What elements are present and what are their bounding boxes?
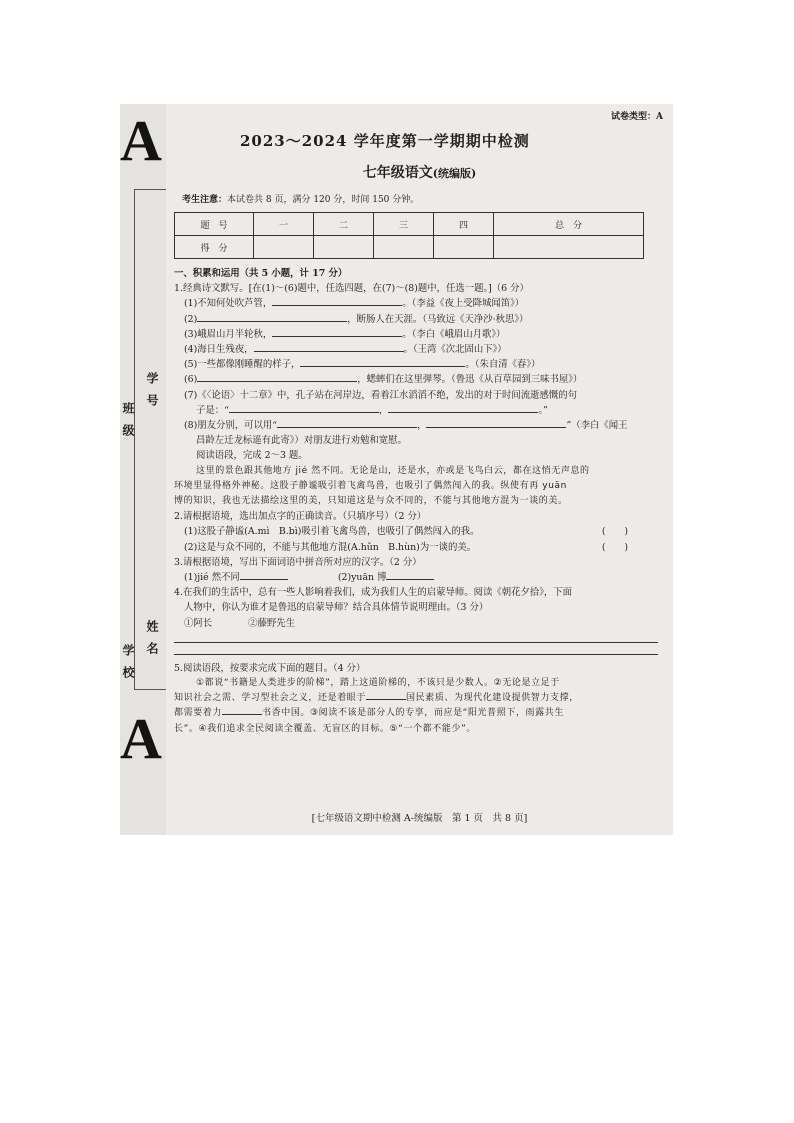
- score-table-header-row: [175, 213, 644, 236]
- subject-name: 七年级语文: [362, 165, 433, 181]
- question-2-item-2: [174, 540, 652, 555]
- question-3-stem: 3.请根据语境，写出下面词语中拼音所对应的汉字。（2 分）: [174, 556, 422, 568]
- edition-label: (统编版): [432, 167, 477, 180]
- class-label: 班级: [121, 402, 135, 446]
- item-text: (4)海日生残夜，: [184, 344, 254, 356]
- paper-type-mark-top: A: [120, 108, 162, 173]
- answer-blank[interactable]: [240, 579, 288, 580]
- exam-title: 2023～2024 学年度第一学期期中检测: [240, 132, 530, 150]
- item-text: ，: [417, 420, 427, 432]
- option-text: ①阿长: [184, 617, 213, 629]
- score-input-cell[interactable]: [434, 236, 494, 259]
- question-1-item-7-answer: [174, 403, 652, 418]
- question-4-options: [174, 616, 652, 631]
- score-table-cell: 一: [254, 213, 314, 236]
- answer-line[interactable]: [174, 643, 658, 655]
- item-text: 子是：“: [196, 404, 229, 416]
- notice-text: 本试卷共 8 页，满分 120 分，时间 150 分钟。: [227, 195, 420, 205]
- option-text: ②藤野先生: [248, 617, 296, 629]
- answer-blank[interactable]: [254, 351, 404, 352]
- passage-line: 这里的景色跟其他地方 jié 然不同。无论是山，还是水，亦或是飞鸟白云，都在这悄无声息的: [196, 465, 590, 476]
- item-text: (2)yuān 博: [337, 572, 387, 584]
- page-footer: [七年级语文期中检测 A-统编版 第 1 页 共 8 页]: [311, 813, 528, 824]
- answer-blank[interactable]: [197, 321, 347, 322]
- exam-notice: [182, 192, 419, 205]
- question-1-item-8-cont: 昌龄左迁龙标遥有此寄》）对朋友进行劝勉和宽慰。: [196, 435, 407, 447]
- paper-type-mark-bottom: A: [120, 706, 162, 771]
- answer-blank[interactable]: [222, 714, 262, 715]
- question-2-item-1: [174, 524, 652, 539]
- paper-type: 试卷类型：A: [611, 112, 663, 122]
- answer-blank[interactable]: [197, 381, 357, 382]
- question-1-item-8: [174, 418, 652, 433]
- answer-blank[interactable]: [426, 427, 566, 428]
- question-1-item-2: [174, 312, 652, 327]
- item-text: (1)不知何处吹芦管，: [184, 298, 273, 310]
- school-label: 学校: [121, 644, 135, 688]
- item-text: (1)jié 然不同: [184, 572, 240, 584]
- answer-paren[interactable]: ( ): [601, 541, 628, 553]
- item-text: ”（李白《闻王: [566, 420, 628, 432]
- answer-blank[interactable]: [272, 336, 402, 337]
- score-input-cell[interactable]: [254, 236, 314, 259]
- score-table: [174, 212, 644, 259]
- score-table-cell: 三: [374, 213, 434, 236]
- question-1-item-7: (7)《〈论语〉十二章》中，孔子站在河岸边，看着江水滔滔不绝，发出的对于时间流逝感慨的句: [184, 389, 577, 401]
- passage-line: 长”。④我们追求全民阅读全覆盖、无盲区的目标。⑤“一个都不能少”。: [174, 723, 476, 734]
- binding-margin: [120, 104, 166, 835]
- answer-blank[interactable]: [272, 305, 402, 306]
- exam-paper-photo: [120, 104, 673, 835]
- question-1-item-6: [174, 372, 652, 387]
- score-input-cell[interactable]: [494, 236, 644, 259]
- item-source: 。（李益《夜上受降城闻笛》）: [402, 298, 525, 310]
- item-text: ，蟋蟀们在这里弹琴。（鲁迅《从百草园到三味书屋》）: [357, 374, 583, 386]
- item-text: (2): [184, 313, 198, 325]
- item-source: 。（朱自清《春》）: [465, 359, 541, 371]
- question-3-items: [174, 570, 652, 585]
- item-text: (1)这股子静谧(A.mì B.bì)吸引着飞禽鸟兽，也吸引了偶然闯入的我。: [184, 526, 480, 538]
- item-source: 。（李白《峨眉山月歌》）: [402, 328, 506, 340]
- score-input-cell[interactable]: [374, 236, 434, 259]
- score-table-cell: 二: [314, 213, 374, 236]
- exam-content: [174, 266, 652, 737]
- passage-line: [174, 706, 652, 721]
- passage-text: 知识社会之需、学习型社会之义，还是着眼于: [174, 693, 367, 704]
- score-table-cell: 得 分: [175, 236, 254, 259]
- item-text: (8)朋友分别，可以用“: [184, 420, 278, 432]
- item-text: 。”: [538, 404, 548, 416]
- score-table-score-row: [175, 236, 644, 259]
- section-heading: 一、积累和运用（共 5 小题，计 17 分）: [174, 268, 348, 279]
- item-text: (6): [184, 374, 198, 386]
- question-4-stem: 4.在我们的生活中，总有一些人影响着我们，成为我们人生的启蒙导师。阅读《朝花夕拾》，下面: [174, 587, 573, 599]
- passage-line: 博的知识，我也无法描绘这里的美，只知道这是与众不同的，不能与其他地方混为一谈的美。: [174, 496, 568, 507]
- score-table-cell: 总 分: [494, 213, 644, 236]
- answer-blank[interactable]: [366, 699, 406, 700]
- question-5-stem: 5.阅读语段，按要求完成下面的题目。（4 分）: [174, 662, 366, 674]
- item-source: 。（王湾《次北固山下》）: [403, 344, 507, 356]
- score-table-cell: 题 号: [175, 213, 254, 236]
- passage-text: 都需要着力: [174, 708, 223, 719]
- exam-subtitle: [120, 162, 673, 182]
- answer-blank[interactable]: [388, 412, 538, 413]
- passage-line: [174, 691, 652, 706]
- item-text: (2)这是与众不同的，不能与其他地方混(A.hǔn B.hùn)为一谈的美。: [184, 541, 477, 553]
- student-number-label: 学号: [145, 372, 159, 416]
- question-1-item-1: [174, 296, 652, 311]
- answer-blank[interactable]: [300, 366, 465, 367]
- item-text: (3)峨眉山月半轮秋，: [184, 328, 273, 340]
- question-2-stem: 2.请根据语境，选出加点字的正确读音。（只填序号）（2 分）: [174, 511, 427, 523]
- score-input-cell[interactable]: [314, 236, 374, 259]
- question-1-stem: 1.经典诗文默写。[在(1)～(6)题中，任选四题，在(7)～(8)题中，任选一题。]（6 分）: [174, 283, 529, 295]
- student-name-label: 姓名: [145, 620, 159, 664]
- item-text: (5)一些都像刚睡醒的样子，: [184, 359, 301, 371]
- answer-line[interactable]: [174, 631, 658, 643]
- answer-paren[interactable]: ( ): [601, 526, 628, 538]
- score-table-cell: 四: [434, 213, 494, 236]
- question-1-item-5: [174, 357, 652, 372]
- question-1-item-4: [174, 342, 652, 357]
- passage-line: ①都说“书籍是人类进步的阶梯”，踏上这道阶梯的，不该只是少数人。②无论是立足于: [196, 678, 560, 689]
- answer-blank[interactable]: [386, 579, 434, 580]
- binding-divider: [134, 689, 166, 690]
- notice-label: 考生注意：: [182, 195, 228, 205]
- binding-divider: [134, 189, 166, 190]
- item-text: ，: [378, 404, 389, 416]
- question-1-item-3: [174, 327, 652, 342]
- passage-text: 书香中国。③阅读不该是部分人的专享，而应是“阳光普照下，雨露共生: [262, 708, 564, 719]
- reading-intro: 阅读语段，完成 2～3 题。: [196, 450, 308, 462]
- question-4-stem-cont: 人物中，你认为谁才是鲁迅的启蒙导师？结合具体情节说明理由。（3 分）: [184, 602, 489, 614]
- passage-line: 环境里显得格外神秘。这股子静谧吸引着飞禽鸟兽，也吸引了偶然闯入的我。纵使有再 yuān: [174, 480, 567, 491]
- item-text: ，断肠人在天涯。（马致远《天净沙·秋思》）: [347, 313, 529, 325]
- passage-text: 国民素质、为现代化建设提供智力支撑，: [406, 693, 579, 704]
- answer-blank[interactable]: [277, 427, 417, 428]
- answer-blank[interactable]: [229, 412, 379, 413]
